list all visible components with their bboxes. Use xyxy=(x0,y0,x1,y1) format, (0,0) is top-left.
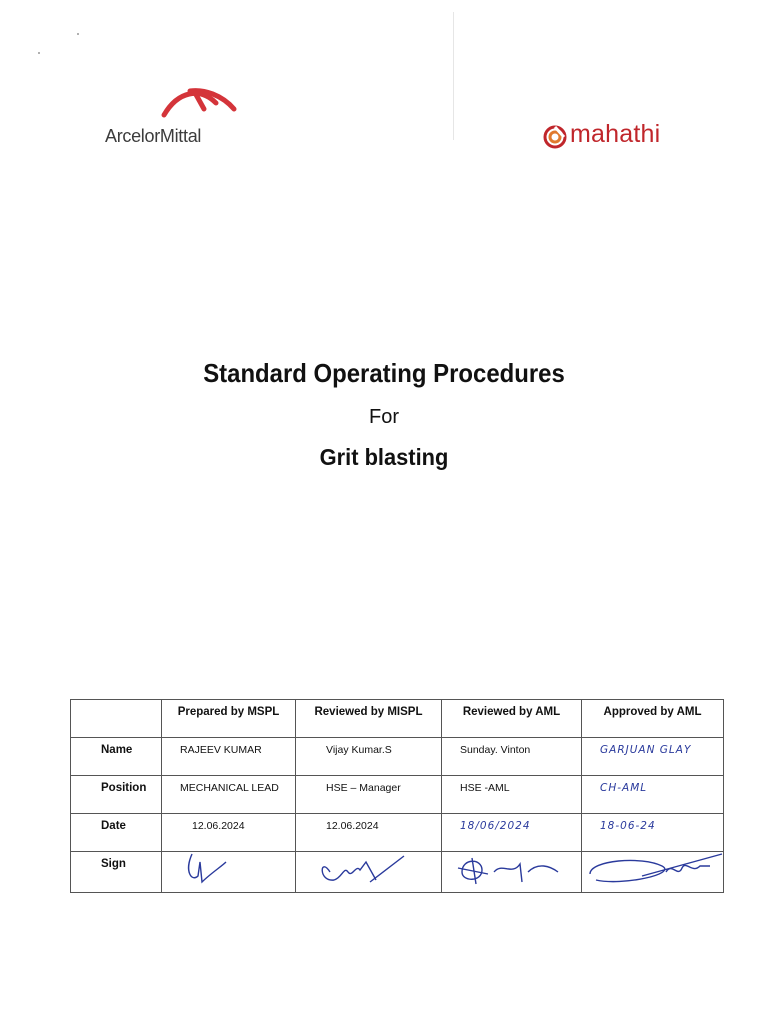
table-header-cell: Reviewed by AML xyxy=(442,700,582,738)
arcelormittal-wordmark: ArcelorMittal xyxy=(105,126,202,146)
scan-speck xyxy=(38,52,40,54)
handwritten-position: CH-AML xyxy=(582,776,724,814)
scan-speck xyxy=(77,33,79,35)
signature-mark xyxy=(162,852,296,886)
signature-cell xyxy=(442,852,582,893)
document-subject: Grit blasting xyxy=(319,444,449,470)
scan-fold-line xyxy=(453,12,454,140)
handwritten-name: GARJUAN GLAY xyxy=(582,738,724,776)
document-title: Standard Operating Procedures xyxy=(203,358,565,388)
table-header-cell: Approved by AML xyxy=(582,700,724,738)
signature-mark xyxy=(442,852,582,886)
row-label: Name xyxy=(71,738,162,776)
row-label: Position xyxy=(71,776,162,814)
table-header-cell: Prepared by MSPL xyxy=(162,700,296,738)
table-cell: HSE -AML xyxy=(442,776,582,814)
document-title-for: For xyxy=(369,406,399,428)
signature-cell xyxy=(162,852,296,893)
table-cell: RAJEEV KUMAR xyxy=(162,738,296,776)
signature-mark xyxy=(582,852,724,886)
table-row xyxy=(71,738,724,776)
table-row xyxy=(71,776,724,814)
table-header-cell xyxy=(71,700,162,738)
approval-table xyxy=(70,699,724,893)
arcelormittal-swoosh-icon xyxy=(160,85,240,125)
signature-mark xyxy=(296,852,442,886)
signature-cell xyxy=(296,852,442,893)
mahathi-wordmark: mahathi xyxy=(570,120,661,148)
table-cell: 12.06.2024 xyxy=(162,814,296,852)
row-label: Date xyxy=(71,814,162,852)
mahathi-swirl-icon xyxy=(542,125,568,149)
table-cell: Sunday. Vinton xyxy=(442,738,582,776)
table-cell: 12.06.2024 xyxy=(296,814,442,852)
table-cell: MECHANICAL LEAD xyxy=(162,776,296,814)
table-cell: HSE – Manager xyxy=(296,776,442,814)
row-label: Sign xyxy=(71,852,162,893)
arcelormittal-logo xyxy=(100,85,240,150)
table-cell: Vijay Kumar.S xyxy=(296,738,442,776)
handwritten-date: 18-06-24 xyxy=(582,814,724,852)
table-header-cell: Reviewed by MISPL xyxy=(296,700,442,738)
mahathi-logo xyxy=(542,120,692,154)
table-header-row xyxy=(71,700,724,738)
table-row xyxy=(71,814,724,852)
signature-cell xyxy=(582,852,724,893)
handwritten-date: 18/06/2024 xyxy=(442,814,582,852)
table-row xyxy=(71,852,724,893)
